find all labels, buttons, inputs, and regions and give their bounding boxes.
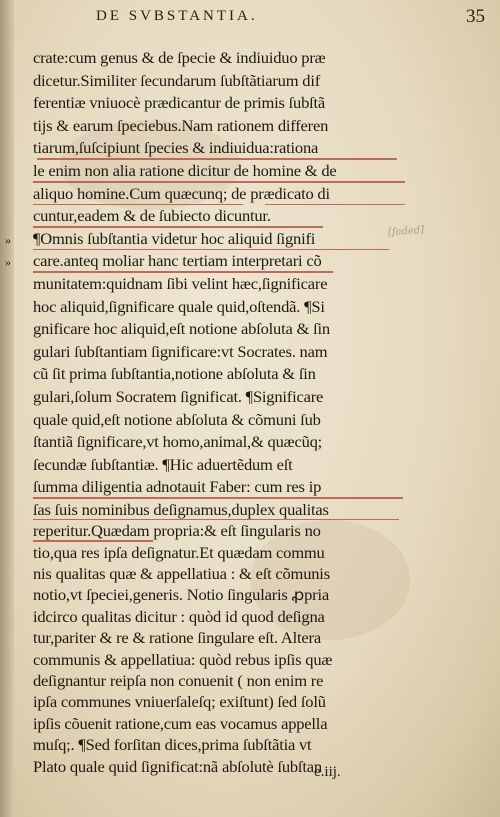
text-line bbox=[33, 757, 403, 778]
text-line bbox=[33, 650, 403, 671]
text-line bbox=[33, 71, 403, 94]
text-line-content: hoc aliquid,ſignificare quale quid,oſtendã. ¶Si bbox=[33, 298, 325, 316]
page-gutter bbox=[0, 0, 14, 817]
text-line bbox=[33, 564, 403, 585]
text-line-content: munitatem:quidnam ſibi velint hæc,ſignificare bbox=[33, 275, 328, 293]
text-line bbox=[5, 251, 403, 274]
margin-marker: » bbox=[5, 232, 11, 247]
page-number: 35 bbox=[466, 6, 485, 27]
text-line bbox=[33, 161, 403, 184]
text-line bbox=[33, 607, 403, 628]
text-line-content: tijs & earum ſpeciebus.Nam rationem differen bbox=[33, 117, 329, 135]
text-line bbox=[33, 455, 403, 478]
page-header bbox=[0, 6, 500, 30]
text-line-content: quale quid,eſt notione abſoluta & cõmuni ſub bbox=[33, 411, 321, 429]
text-line-content: ſecundæ ſubſtantiæ. ¶Hic aduertẽdum eſt bbox=[33, 456, 293, 474]
text-line-content: idcirco qualitas dicitur : quòd id quod deſigna bbox=[33, 608, 325, 626]
margin-marker: » bbox=[5, 255, 11, 270]
text-line-content: gnificare hoc aliquid,eſt notione abſoluta & ſin bbox=[33, 321, 330, 339]
red-underline bbox=[37, 158, 397, 160]
text-line-content: muſq;. ¶Sed forſitan dices,prima ſubſtãtia vt bbox=[33, 737, 312, 755]
text-line-content: cũ ſit prima ſubſtantia,notione abſoluta & ſin bbox=[33, 366, 316, 384]
text-line-content: dicetur.Similiter ſecundarum ſubſtãtiarum dif bbox=[33, 72, 321, 90]
text-line-content: deſignantur reipſa non conuenit ( non enim re bbox=[33, 673, 324, 690]
text-line-content: ferentiæ vniuocè prædicantur de primis ſubſtã bbox=[33, 95, 326, 113]
text-line-content: le enim non alia ratione dicitur de homine & de bbox=[33, 162, 337, 180]
text-line-content: nis qualitas quæ & appellatiua : & eſt cõmunis bbox=[33, 566, 330, 584]
body-text bbox=[5, 48, 403, 778]
margin-note: [faded] bbox=[387, 224, 425, 239]
text-line bbox=[5, 229, 403, 252]
text-line-content: ſtantiã ſignificare,vt homo,animal,& quæcũq; bbox=[33, 434, 323, 452]
red-underline bbox=[33, 249, 389, 251]
text-line bbox=[33, 93, 403, 116]
text-line-content: communis & appellatiua: quòd rebus ipſis quæ bbox=[33, 651, 333, 669]
text-line bbox=[33, 735, 403, 756]
signature-mark: e.iij. bbox=[314, 764, 341, 780]
text-line bbox=[33, 387, 403, 410]
red-underline bbox=[33, 181, 405, 183]
red-underline bbox=[33, 540, 153, 542]
red-underline bbox=[33, 226, 323, 228]
text-line-content: tiarum,ſuſcipiunt ſpecies & indiuidua:rationa bbox=[33, 140, 319, 158]
text-line-content: gulari,ſolum Socratem ſignificat. ¶Significare bbox=[33, 388, 324, 406]
text-line bbox=[33, 521, 403, 542]
text-line-content: cuntur,eadem & de ſubiecto dicuntur. bbox=[33, 208, 271, 226]
text-line-content: reperitur.Quædam propria:& eſt ſingularis no bbox=[33, 523, 321, 541]
text-line bbox=[33, 500, 403, 521]
text-line bbox=[33, 543, 403, 564]
text-line bbox=[33, 364, 403, 387]
text-line-content: aliquo homine.Cum quæcunq; de prædicato di bbox=[33, 185, 330, 203]
text-line bbox=[33, 477, 403, 500]
text-line bbox=[33, 410, 403, 433]
text-line-content: tio,qua res ipſa deſignatur.Et quædam commu bbox=[33, 544, 325, 562]
text-line bbox=[33, 274, 403, 297]
text-line bbox=[33, 184, 403, 207]
text-line bbox=[33, 342, 403, 365]
red-underline bbox=[33, 519, 399, 521]
text-line bbox=[33, 628, 403, 649]
text-line bbox=[33, 714, 403, 735]
text-line-content: ſas ſuis nominibus deſignamus,duplex qualitas bbox=[33, 501, 329, 519]
text-line bbox=[33, 116, 403, 139]
text-line bbox=[33, 432, 403, 455]
text-line-content: notio,vt ſpeciei,generis. Notio ſingularis ꝓpria bbox=[33, 587, 329, 605]
text-line bbox=[33, 297, 403, 320]
text-line bbox=[33, 48, 403, 71]
text-line bbox=[33, 671, 403, 692]
red-underline bbox=[33, 204, 243, 206]
text-line-content: ipſa communes vniuerſaleſq; exiſtunt) ſed ſolũ bbox=[33, 694, 326, 712]
text-line bbox=[33, 206, 403, 229]
text-line-content: Plato quale quid ſignificat:nã abſolutè ſubſtan bbox=[33, 758, 322, 776]
text-line-content: ¶Omnis ſubſtantia videtur hoc aliquid ſignifi bbox=[33, 230, 316, 248]
running-head: DE SVBSTANTIA. bbox=[96, 8, 258, 24]
text-line-content: gulari ſubſtantiam ſignificare:vt Socrates. nam bbox=[33, 343, 328, 361]
red-underline bbox=[33, 271, 333, 273]
text-line-content: tur,pariter & re & ratione ſingulare eſt. Altera bbox=[33, 630, 321, 648]
text-line bbox=[33, 319, 403, 342]
text-line-content: crate:cum genus & de ſpecie & indiuiduo præ bbox=[33, 50, 326, 67]
text-line-content: care.anteq moliar hanc tertiam interpretari cõ bbox=[33, 253, 322, 271]
text-line bbox=[33, 138, 403, 161]
text-line bbox=[33, 585, 403, 606]
text-line-content: ſumma diligentia adnotauit Faber: cum res ip bbox=[33, 479, 322, 497]
red-underline bbox=[33, 497, 403, 499]
text-line-content: ipſis cõuenit ratione,cum eas vocamus appella bbox=[33, 715, 328, 733]
text-line bbox=[33, 692, 403, 713]
red-underline bbox=[265, 204, 405, 206]
